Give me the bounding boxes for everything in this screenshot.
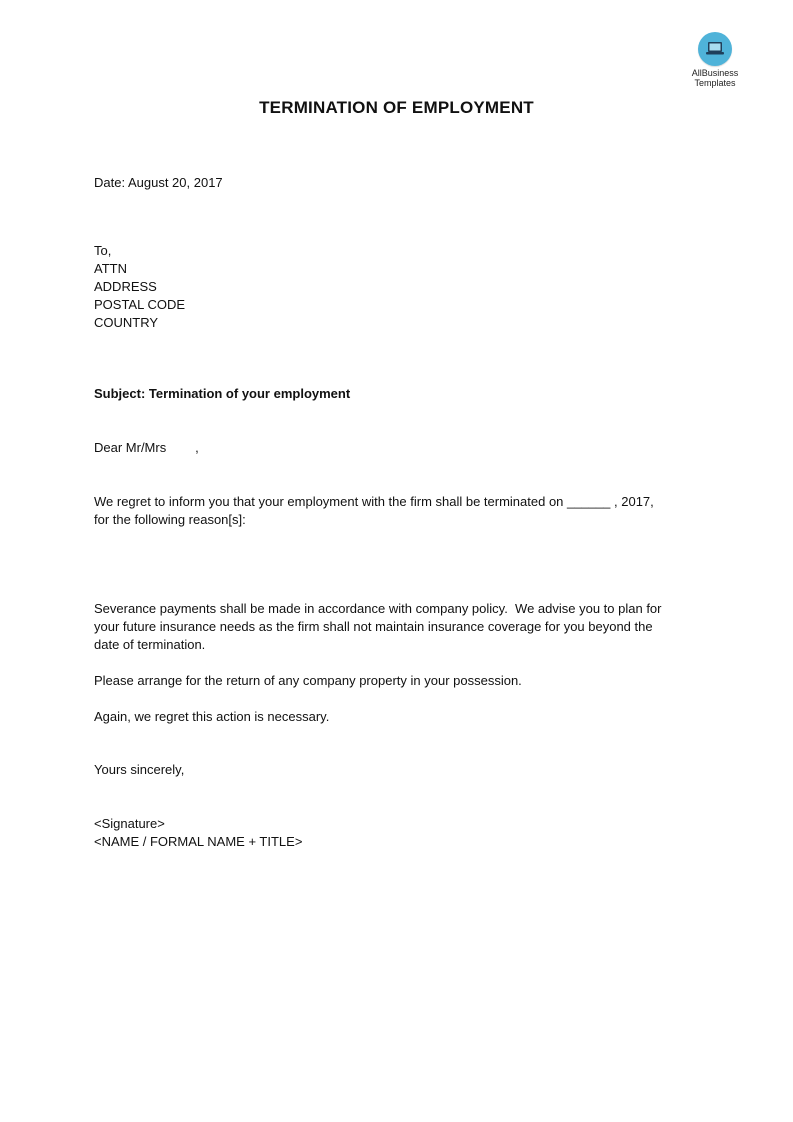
recipient-address: ADDRESS — [94, 279, 157, 294]
recipient-to: To, — [94, 243, 112, 258]
document-title: TERMINATION OF EMPLOYMENT — [259, 98, 534, 117]
name-title-placeholder: <NAME / FORMAL NAME + TITLE> — [94, 834, 303, 849]
closing: Yours sincerely, — [94, 762, 185, 777]
paragraph-1-line-1: We regret to inform you that your employment with the firm shall be terminated on ______ , 2017, — [94, 494, 654, 509]
logo-text-line2: Templates — [694, 78, 736, 88]
recipient-postal-code: POSTAL CODE — [94, 297, 186, 312]
paragraph-2-line-2: your future insurance needs as the firm shall not maintain insurance coverage for you beyond the — [94, 619, 653, 634]
paragraph-1-line-2: for the following reason[s]: — [94, 512, 246, 527]
date-line: Date: August 20, 2017 — [94, 175, 223, 190]
paragraph-2-line-1: Severance payments shall be made in accordance with company policy. We advise you to plan for — [94, 601, 662, 616]
company-logo — [680, 32, 750, 88]
logo-text-line1: AllBusiness — [691, 68, 739, 78]
laptop-icon — [705, 41, 725, 57]
logo-badge — [698, 32, 732, 66]
paragraph-4: Again, we regret this action is necessary. — [94, 709, 330, 724]
subject-line: Subject: Termination of your employment — [94, 386, 351, 401]
recipient-attn: ATTN — [94, 261, 127, 276]
salutation: Dear Mr/Mrs , — [94, 440, 199, 455]
signature-placeholder: <Signature> — [94, 816, 165, 831]
paragraph-3: Please arrange for the return of any company property in your possession. — [94, 673, 522, 688]
paragraph-2-line-3: date of termination. — [94, 637, 206, 652]
recipient-country: COUNTRY — [94, 315, 159, 330]
